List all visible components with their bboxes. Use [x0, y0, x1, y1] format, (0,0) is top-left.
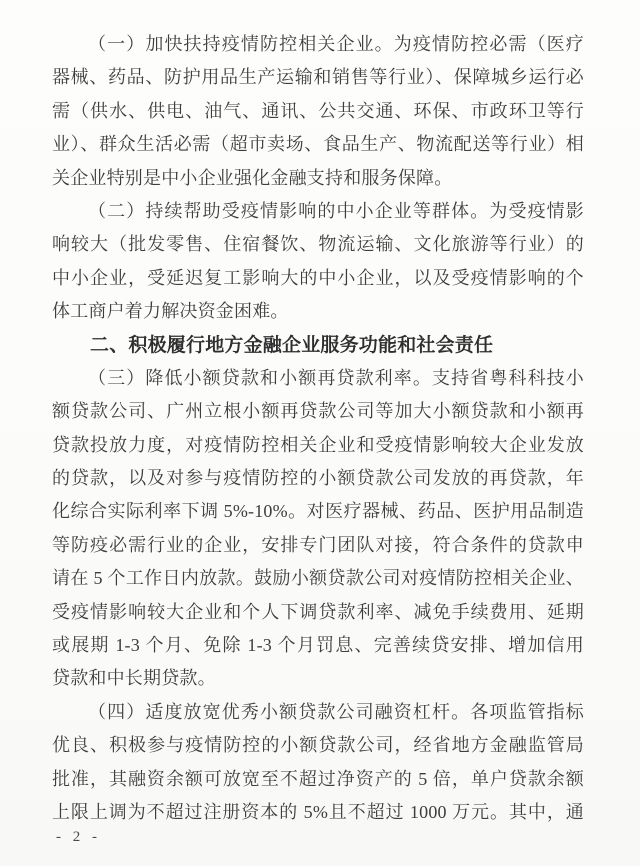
document-line: 请在 5 个工作日内放款。鼓励小额贷款公司对疫情防控相关企业、 — [52, 568, 584, 589]
document-line: 或展期 1-3 个月、免除 1-3 个月罚息、完善续贷安排、增加信用 — [52, 635, 584, 656]
document-body — [52, 28, 584, 829]
document-line: 关企业特别是中小企业强化金融支持和服务保障。 — [52, 167, 453, 188]
document-line: 额贷款公司、广州立根小额再贷款公司等加大小额贷款和小额再 — [52, 401, 584, 422]
document-line: （四）适度放宽优秀小额贷款公司融资杠杆。各项监管指标 — [88, 701, 584, 722]
section-heading: 二、积极履行地方金融企业服务功能和社会责任 — [90, 334, 494, 356]
document-line: 受疫情影响较大企业和个人下调贷款利率、减免手续费用、延期 — [52, 601, 584, 622]
document-line: 贷款和中长期贷款。 — [52, 668, 216, 689]
document-line: 化综合实际利率下调 5%-10%。对医疗器械、药品、医护用品制造 — [52, 501, 584, 522]
document-line: 优良、积极参与疫情防控的小额贷款公司，经省地方金融监管局 — [52, 735, 584, 756]
document-line: （一）加快扶持疫情防控相关企业。为疫情防控必需（医疗 — [88, 34, 584, 54]
document-line: 等防疫必需行业的企业，安排专门团队对接，符合条件的贷款申 — [52, 534, 584, 555]
document-line: 体工商户着力解决资金困难。 — [52, 301, 289, 322]
document-line: （二）持续帮助受疫情影响的中小企业等群体。为受疫情影 — [88, 200, 584, 221]
document-line: 上限上调为不超过注册资本的 5%且不超过 1000 万元。其中，通 — [52, 801, 584, 822]
document-line: 需（供水、供电、油气、通讯、公共交通、环保、市政环卫等行 — [52, 100, 584, 121]
document-line: 器械、药品、防护用品生产运输和销售等行业）、保障城乡运行必 — [52, 67, 584, 88]
document-line: 响较大（批发零售、住宿餐饮、物流运输、文化旅游等行业）的 — [52, 234, 584, 255]
document-line: 中小企业，受延迟复工影响大的中小企业，以及受疫情影响的个 — [52, 267, 584, 288]
document-line: 业）、群众生活必需（超市卖场、食品生产、物流配送等行业）相 — [52, 134, 584, 155]
document-line: 的贷款，以及对参与疫情防控的小额贷款公司发放的再贷款，年 — [52, 468, 584, 489]
document-line: （三）降低小额贷款和小额再贷款利率。支持省粤科科技小 — [88, 367, 584, 388]
page-number: - 2 - — [56, 829, 101, 845]
document-line: 批准，其融资余额可放宽至不超过净资产的 5 倍，单户贷款余额 — [52, 768, 584, 789]
document-line: 贷款投放力度，对疫情防控相关企业和受疫情影响较大企业发放 — [52, 434, 584, 455]
